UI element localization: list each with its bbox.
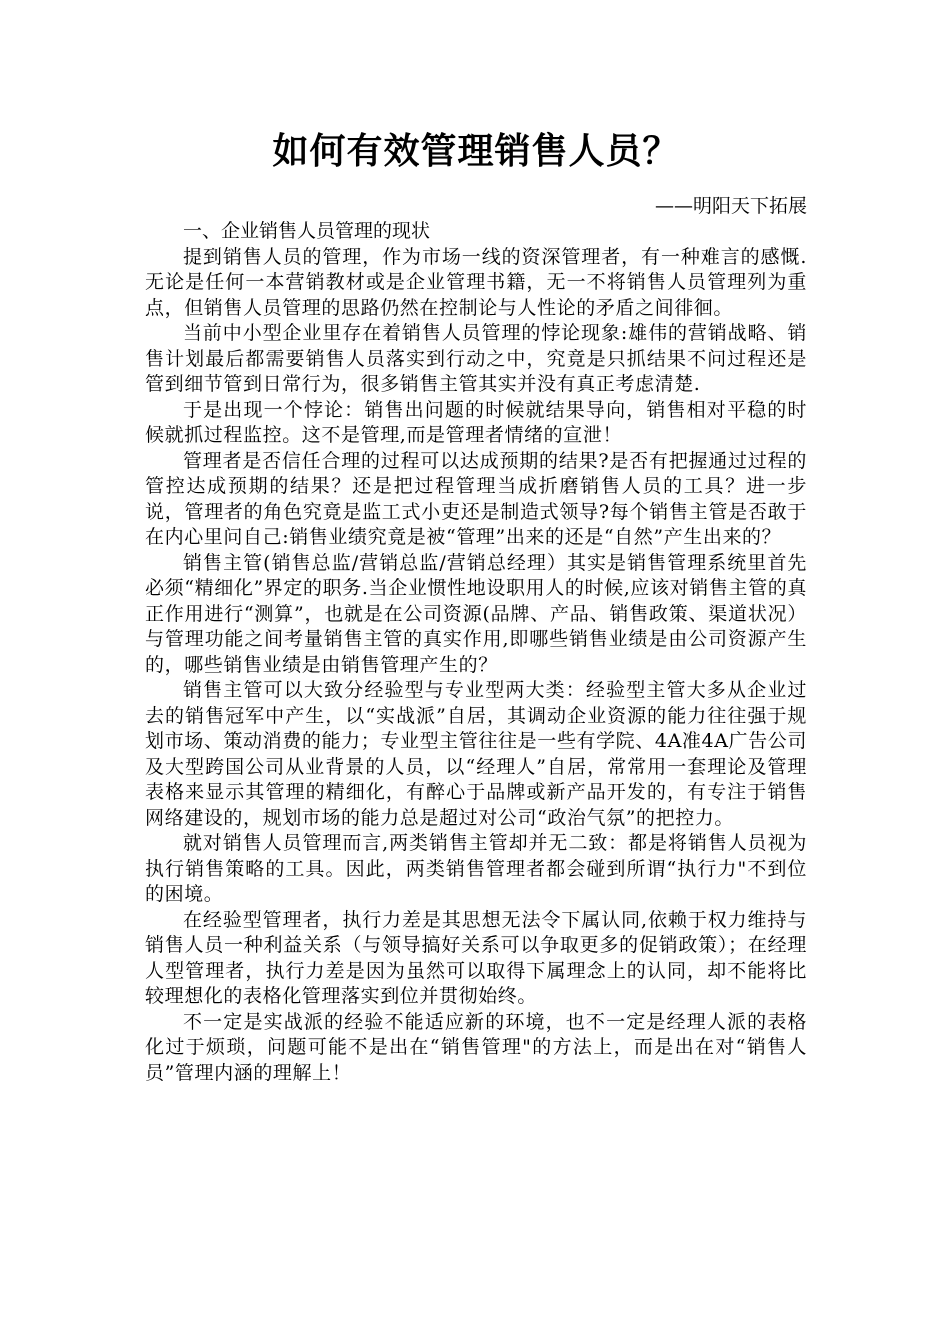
paragraph: 当前中小型企业里存在着销售人员管理的悖论现象:雄伟的营销战略、销售计划最后都需要销售人员落实到行动之中，究竟是只抓结果不问过程还是管到细节管到日常行为，很多销售主管其实并没有真正考虑清楚. <box>145 322 807 395</box>
document-page <box>145 120 807 1086</box>
paragraph: 不一定是实战派的经验不能适应新的环境，也不一定是经理人派的表格化过于烦琐，问题可能不是出在“销售管理"的方法上，而是出在对“销售人员”管理内涵的理解上！ <box>145 1010 807 1084</box>
paragraph: 就对销售人员管理而言,两类销售主管却并无二致：都是将销售人员视为执行销售策略的工具。因此，两类销售管理者都会碰到所谓“执行力"不到位的困境。 <box>145 832 807 905</box>
document-byline: ——明阳天下拓展 <box>654 195 807 217</box>
paragraph: 管理者是否信任合理的过程可以达成预期的结果?是否有把握通过过程的管控达成预期的结果？还是把过程管理当成折磨销售人员的工具？进一步说，管理者的角色究竟是监工式小吏还是制造式领导?每个销售主管是否敢于在内心里问自己:销售业绩究竟是被“管理”出来的还是“自然”产生出来的？ <box>145 449 807 548</box>
section-heading: 一、企业销售人员管理的现状 <box>183 220 431 242</box>
paragraph: 于是出现一个悖论：销售出问题的时候就结果导向，销售相对平稳的时候就抓过程监控。这不是管理,而是管理者情绪的宣泄！ <box>145 398 807 446</box>
paragraph: 提到销售人员的管理，作为市场一线的资深管理者，有一种难言的感慨.无论是任何一本营销教材或是企业管理书籍，无一不将销售人员管理列为重点，但销售人员管理的思路仍然在控制论与人性论的矛盾之间徘徊。 <box>145 245 807 319</box>
paragraph: 销售主管(销售总监/营销总监/营销总经理）其实是销售管理系统里首先必须“精细化”界定的职务.当企业惯性地设职用人的时候,应该对销售主管的真正作用进行“测算”，也就是在公司资源(品牌、产品、销售政策、渠道状况）与管理功能之间考量销售主管的真实作用,即哪些销售业绩是由公司资源产生的，哪些销售业绩是由销售管理产生的？ <box>145 551 807 676</box>
document-title: 如何有效管理销售人员？ <box>272 131 680 172</box>
paragraph: 在经验型管理者，执行力差是其思想无法令下属认同,依赖于权力维持与销售人员一种利益关系（与领导搞好关系可以争取更多的促销政策）；在经理人型管理者，执行力差是因为虽然可以取得下属理念上的认同，却不能将比较理想化的表格化管理落实到位并贯彻始终。 <box>145 908 807 1007</box>
paragraph: 销售主管可以大致分经验型与专业型两大类：经验型主管大多从企业过去的销售冠军中产生，以“实战派”自居，其调动企业资源的能力往往强于规划市场、策动消费的能力；专业型主管往往是一些有学院、4A准4A广告公司及大型跨国公司从业背景的人员，以“经理人”自居，常常用一套理论及管理表格来显示其管理的精细化，有醉心于品牌或新产品开发的，有专注于销售网络建设的，规划市场的能力总是超过对公司“政治气氛”的把控力。 <box>145 679 807 829</box>
